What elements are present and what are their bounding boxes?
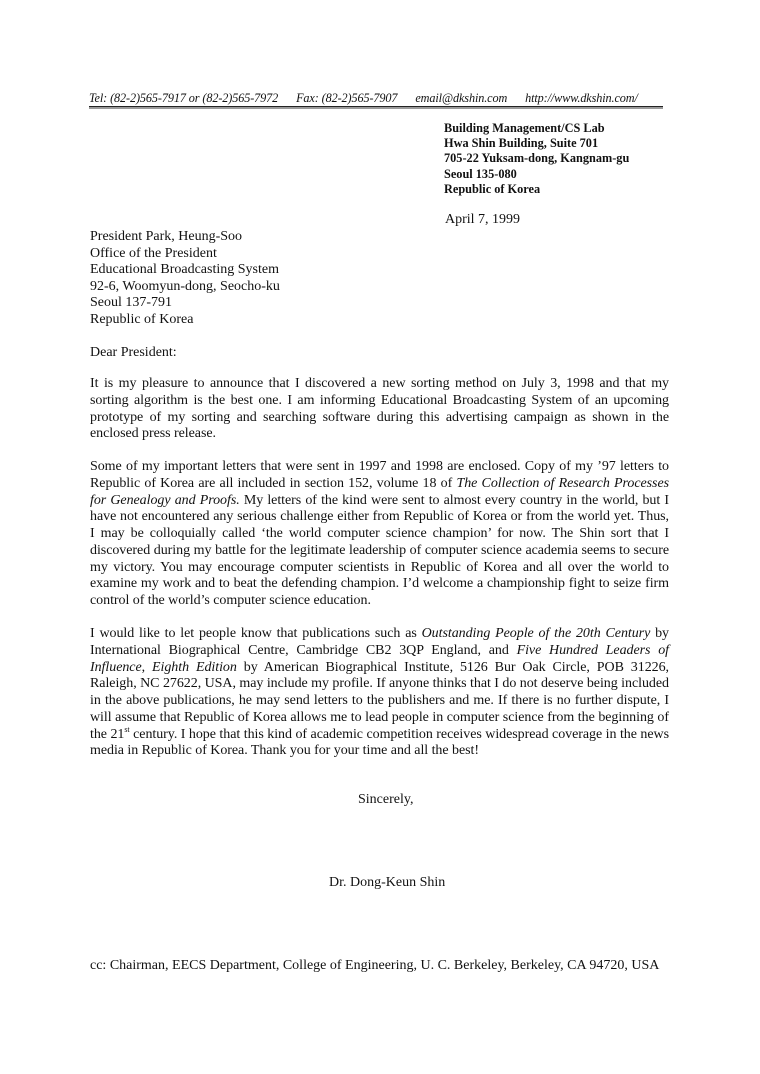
paragraph-text: It is my pleasure to announce that I discovered a new sorting method on July 3, 1998 and that my sorting algorithm is the best one. I am informing Educational Broadcasting System of an upcoming prototype of my sorting and searching software during this advertising campaign as shown in the enclosed press release. (90, 376, 669, 442)
recipient-address-line: 92-6, Woomyun-dong, Seocho-ku (90, 278, 280, 294)
fax-number: (82-2)565-7907 (321, 91, 398, 105)
email-link[interactable]: email@dkshin.com (415, 91, 508, 105)
sender-address-line: Seoul 135-080 (444, 166, 517, 181)
tel-numbers: (82-2)565-7917 or (82-2)565-7972 (110, 91, 279, 105)
publication-title: Five Hundred Leaders of Influence (90, 642, 669, 675)
recipient-address-line: Educational Broadcasting System (90, 262, 279, 278)
paragraph-text: , (141, 659, 153, 675)
recipient-address-line: Seoul 137-791 (90, 295, 173, 311)
paragraph-text: by American Biographical Institute, 5126 Bur Oak Circle, POB 31226, Raleigh, NC 27622, USA, may include my profile. If anyone thinks that I do not deserve being included in the above publications, he may send letters to the publishers and me. If there is no further dispute, I will assume that Republic of Korea allows me to lead people in computer science from the beginning of the 21 (90, 659, 669, 742)
recipient-address-line: Office of the President (90, 245, 217, 261)
fax-label: Fax: (296, 91, 319, 105)
sender-address-line: Building Management/CS Lab (444, 121, 605, 135)
salutation: Dear President: (90, 345, 177, 360)
letterhead-contact-line (89, 90, 663, 107)
sender-address (444, 121, 629, 197)
sender-address-line: 705-22 Yuksam-dong, Kangnam-gu (444, 151, 630, 166)
paragraph-text: century. I hope that this kind of academic competition receives widespread coverage in the news media in Republic of Korea. Thank you for your time and all the best! (90, 726, 669, 759)
paragraph-text: My letters of the kind were sent to almost every country in the world, but I have not encountered any serious challenge either from Republic of Korea or from the world yet. Thus, I may be colloquially called ‘the world computer science champion’ for now. The Shin sort that I discovered during my battle for the legitimate leadership of computer science academia seems to secure my victory. You may encourage computer scientists in Republic of Korea and all over the world to examine my work and to beat the defending champion. I’d welcome a championship fight to seize firm control of the world’s computer science education. (90, 492, 669, 608)
publication-edition: Eighth Edition (152, 659, 237, 675)
recipient-address-line: Republic of Korea (90, 311, 194, 327)
body-paragraph-3 (90, 626, 669, 760)
publication-title: Outstanding People of the 20th Century (421, 626, 651, 641)
tel-label: Tel: (89, 91, 108, 105)
recipient-address-line: President Park, Heung-Soo (90, 229, 243, 244)
sender-address-line: Republic of Korea (444, 181, 541, 196)
cc-line: cc: Chairman, EECS Department, College of Engineering, U. C. Berkeley, Berkeley, CA 94720, USA (90, 958, 660, 973)
paragraph-text: Some of my important letters that were sent in 1997 and 1998 are enclosed. Copy of my ’97 letters to Republic of Korea are all included in section 152, volume 18 of (90, 459, 669, 491)
paragraph-text: by International Biographical Centre, Cambridge CB2 3QP England, and (90, 626, 669, 658)
sender-address-line: Hwa Shin Building, Suite 701 (444, 136, 599, 151)
publication-title: The Collection of Research Processes for Genealogy and Proofs. (90, 475, 670, 508)
website-link[interactable]: http://www.dkshin.com/ (525, 91, 638, 105)
recipient-address (90, 229, 280, 329)
signature-name: Dr. Dong-Keun Shin (329, 875, 446, 890)
paragraph-text: I would like to let people know that publications such as (90, 626, 422, 641)
letter-date: April 7, 1999 (445, 212, 521, 227)
closing: Sincerely, (358, 792, 414, 807)
body-paragraph-2 (90, 459, 669, 610)
ordinal-superscript: st (124, 724, 130, 734)
body-paragraph-1 (90, 376, 669, 443)
